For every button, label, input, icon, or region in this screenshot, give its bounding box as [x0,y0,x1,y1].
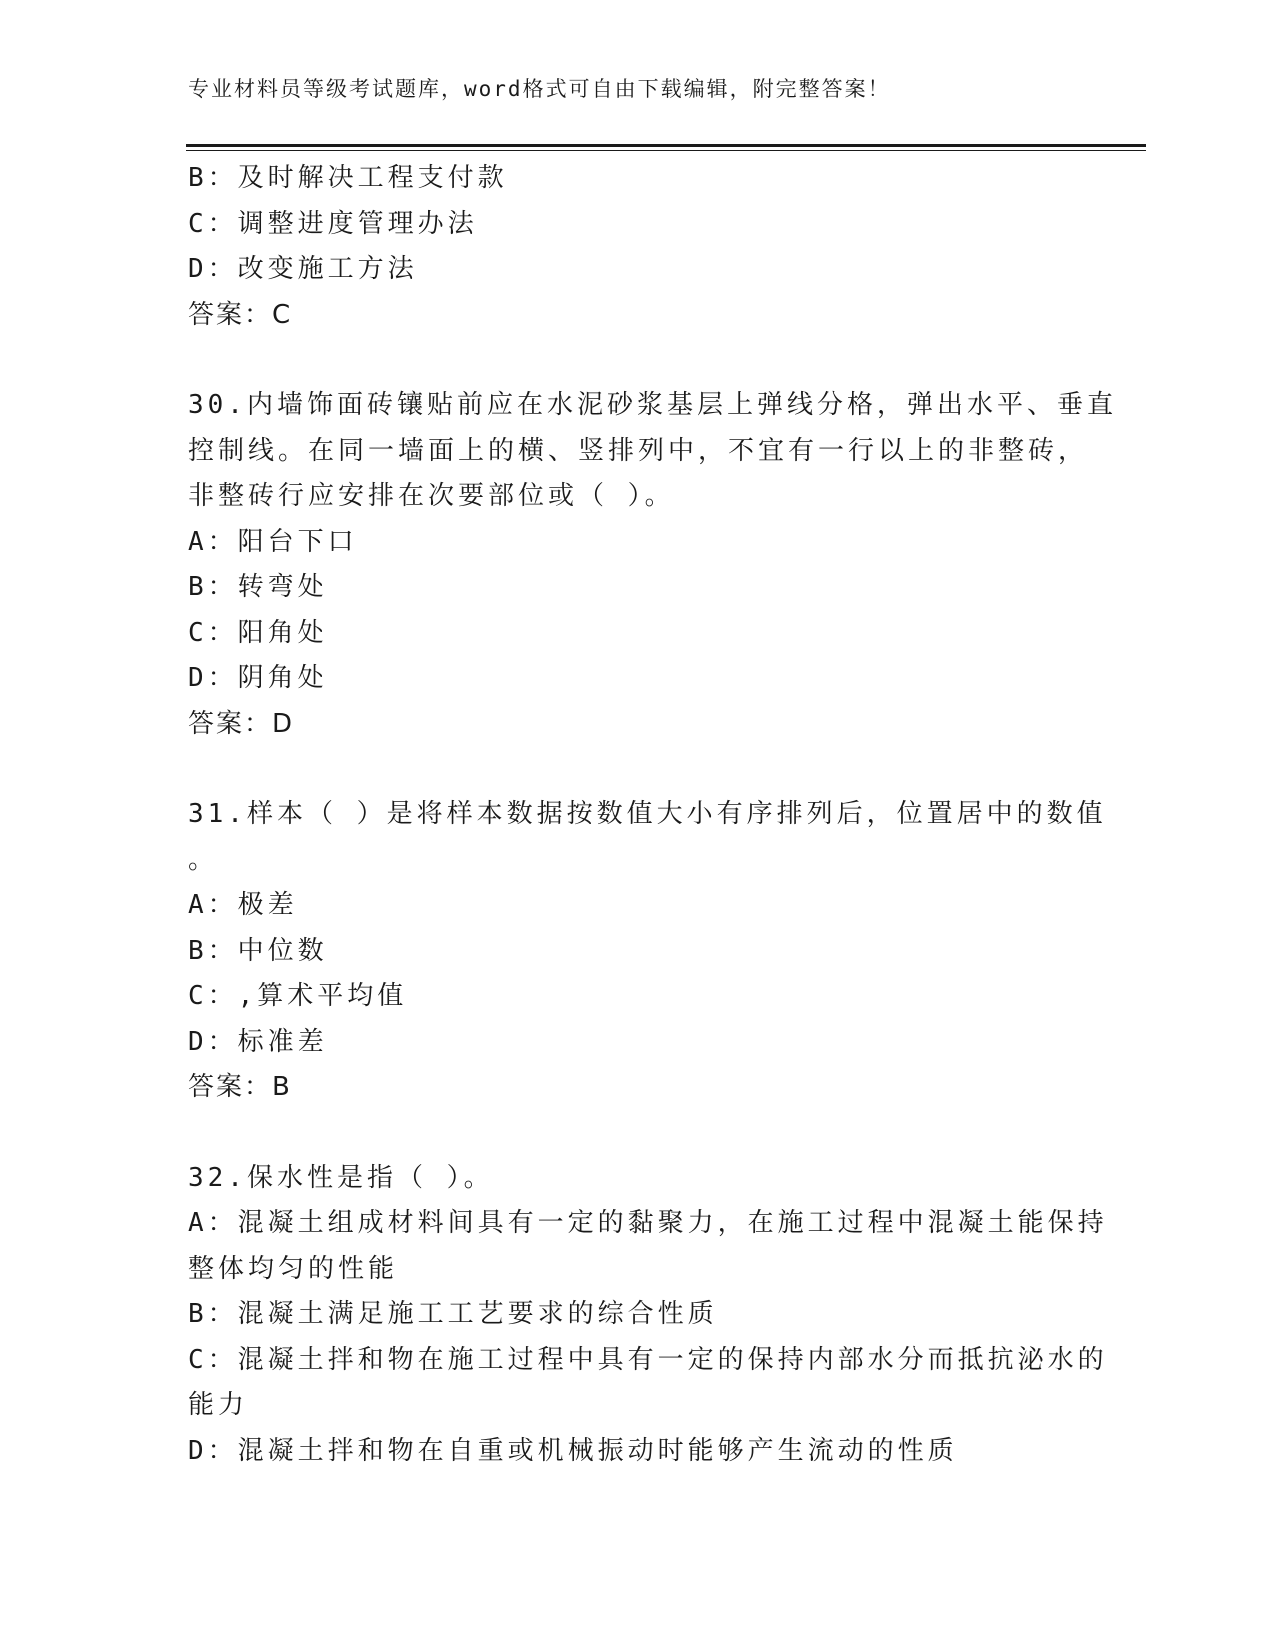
option-d: D：混凝土拌和物在自重或机械振动时能够产生流动的性质 [188,1435,958,1466]
question-30 [188,383,1117,747]
question-31 [188,792,1107,1111]
question-29-tail [188,156,1068,338]
page-header: 专业材料员等级考试题库，word格式可自由下载编辑，附完整答案！ [188,77,891,101]
answer: 答案：B [188,1072,292,1102]
option-c: C：混凝土拌和物在施工过程中具有一定的保持内部水分而抵抗泌水的 [188,1344,1108,1375]
option-a: A：混凝土组成材料间具有一定的黏聚力，在施工过程中混凝土能保持 [188,1208,1108,1238]
option-b: B：中位数 [188,935,328,966]
header-divider-thin [186,150,1146,151]
option-c: C：,算术平均值 [188,981,408,1011]
option-a: A：极差 [188,890,298,920]
spacer [188,1111,1068,1156]
answer: 答案：C [188,299,293,330]
answer: 答案：D [188,708,295,739]
option-d: D：标准差 [188,1026,328,1057]
question-text-line: 32.保水性是指（ ）。 [188,1162,494,1193]
question-text-line: 非整砖行应安排在次要部位或（ ）。 [188,481,675,511]
spacer [188,338,1068,383]
option-b: B：及时解决工程支付款 [188,163,508,193]
option-c: C：阳角处 [188,617,328,648]
option-b: B：混凝土满足施工工艺要求的综合性质 [188,1299,718,1329]
spacer [188,747,1068,792]
option-a: A：阳台下口 [188,526,358,557]
question-text-line: 31.样本（ ）是将样本数据按数值大小有序排列后，位置居中的数值 [188,799,1107,829]
option-a-continued: 整体均匀的性能 [188,1253,399,1284]
header-divider-thick [186,144,1146,147]
question-32 [188,1156,1108,1475]
option-d: D：阴角处 [188,663,328,693]
question-text-line: 控制线。在同一墙面上的横、竖排列中，不宜有一行以上的非整砖， [188,435,1089,466]
question-text-line: 。 [188,844,219,875]
option-c: C：调整进度管理办法 [188,208,478,239]
question-text-line: 30.内墙饰面砖镶贴前应在水泥砂浆基层上弹线分格，弹出水平、垂直 [188,390,1117,420]
option-b: B：转弯处 [188,572,328,602]
question-content [188,156,1117,1474]
option-c-continued: 能力 [188,1390,249,1420]
option-d: D：改变施工方法 [188,254,418,284]
